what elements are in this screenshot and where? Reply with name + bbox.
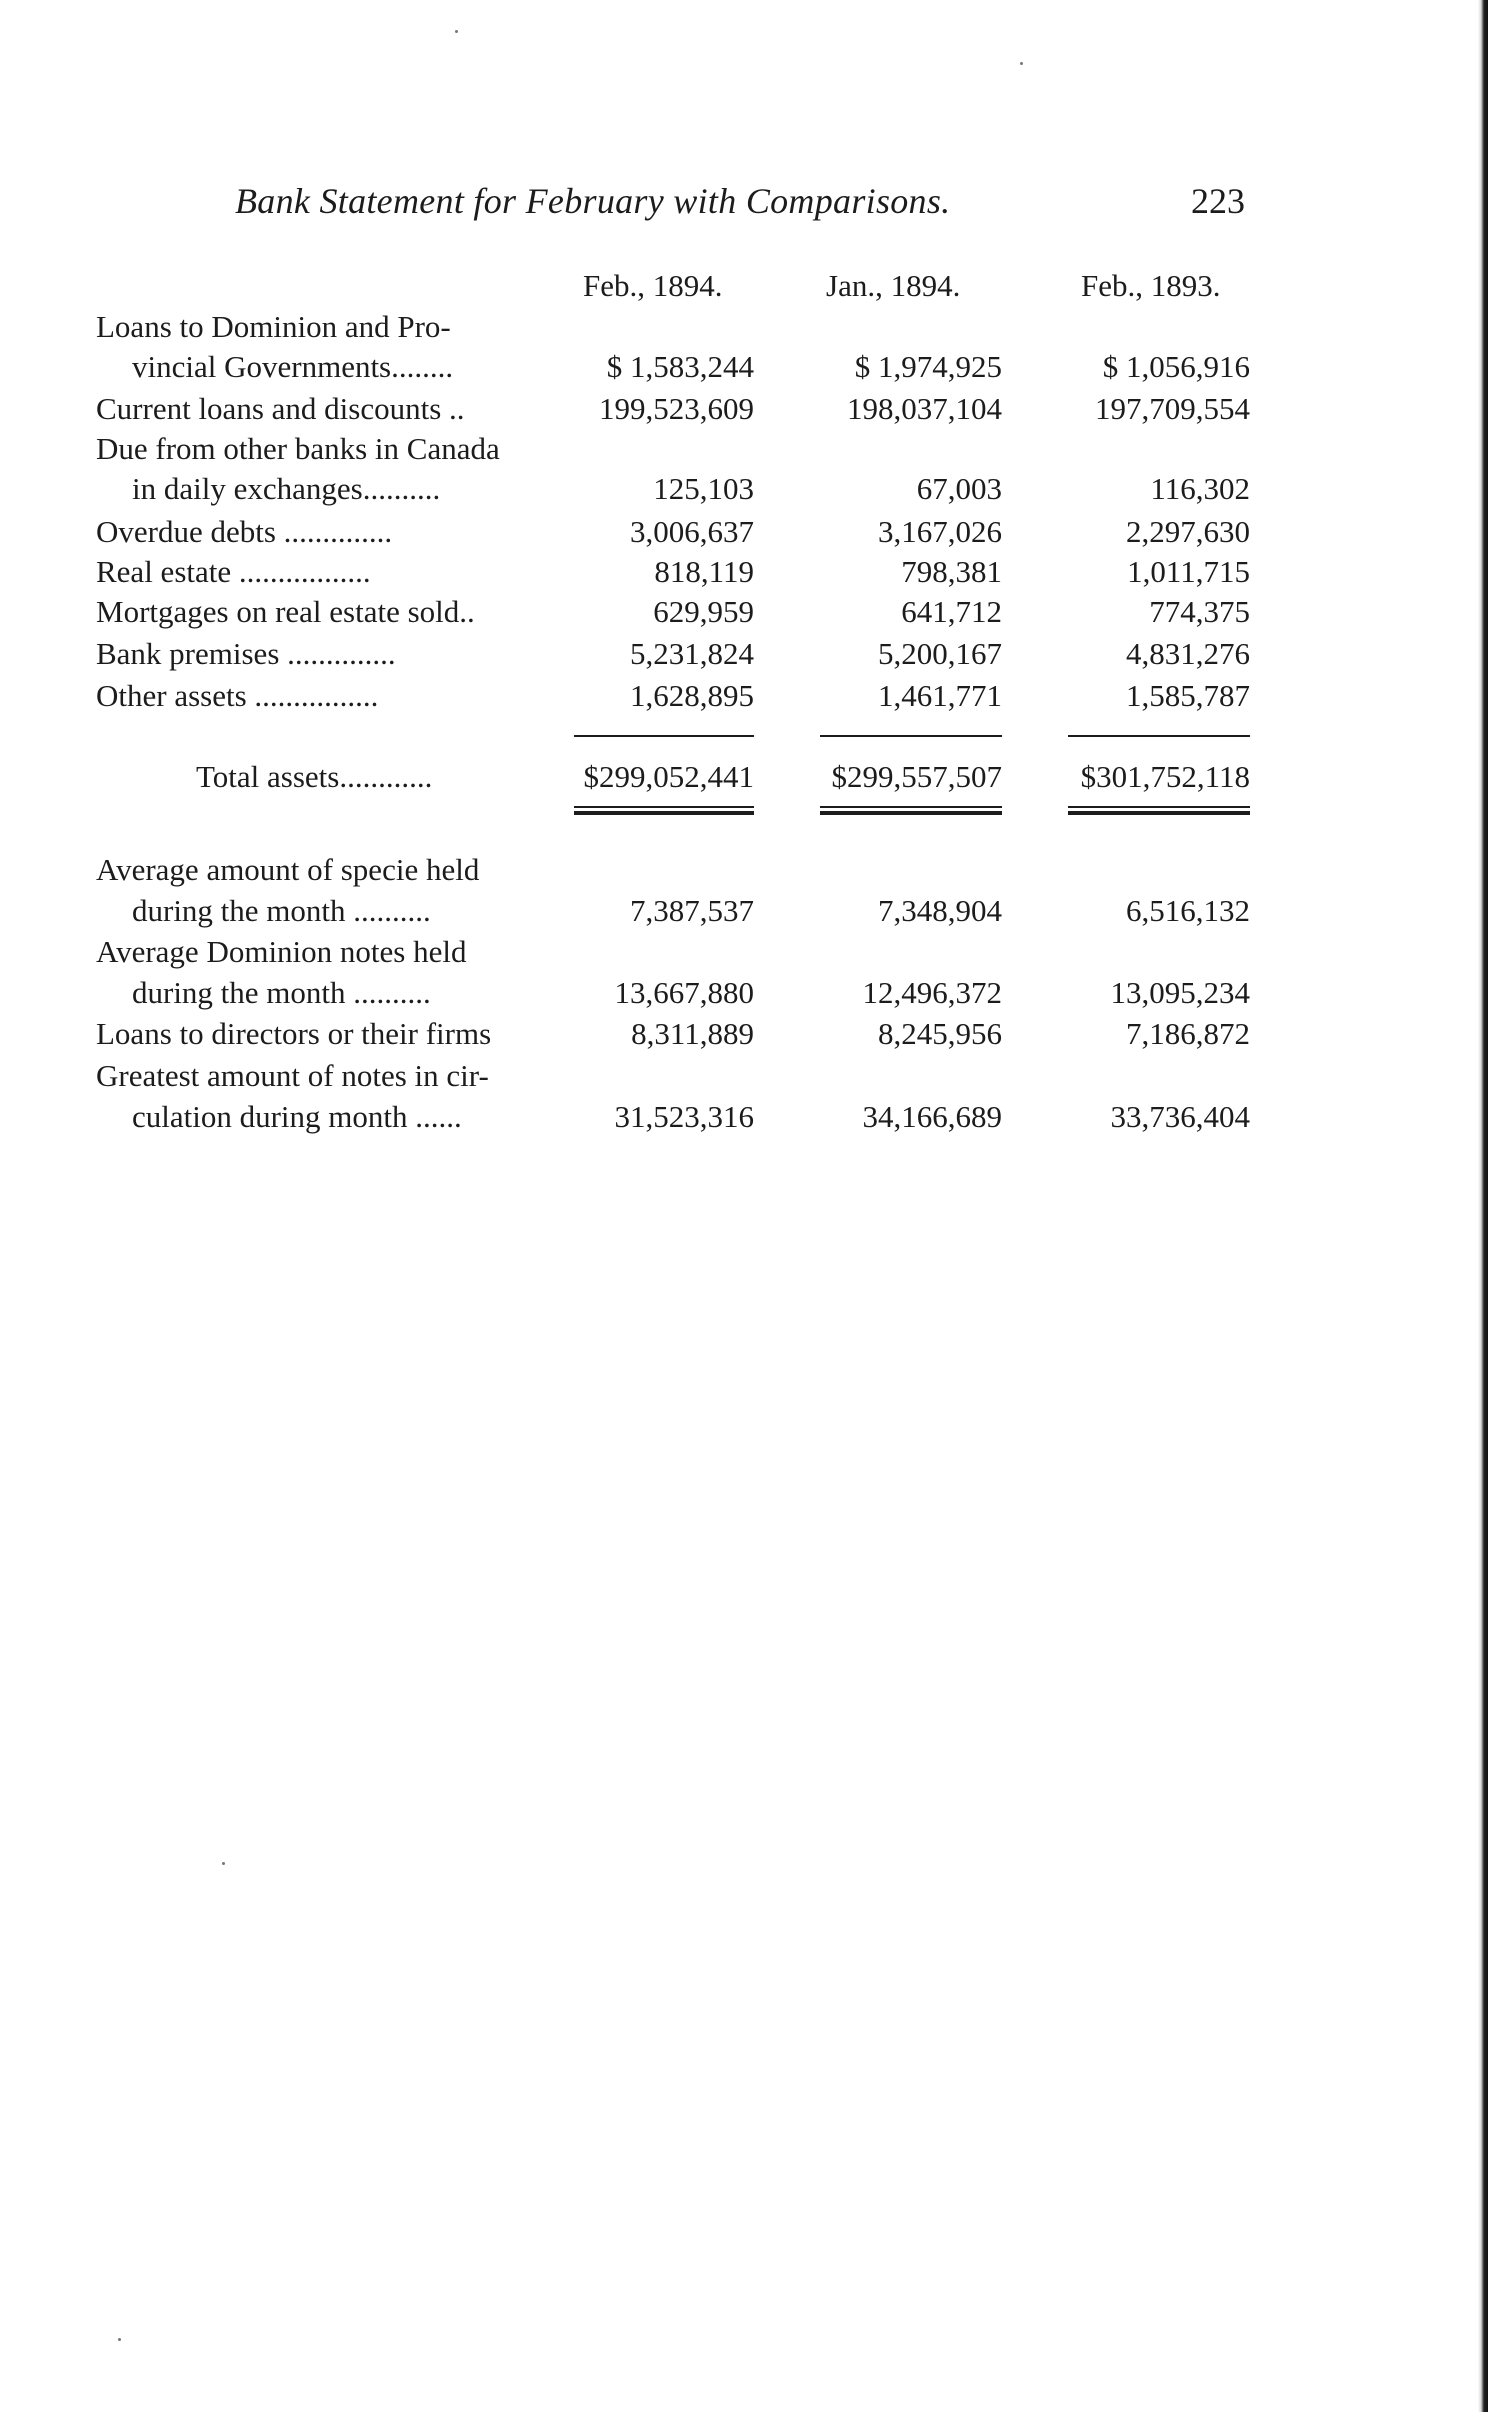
asset-row-label: Loans to Dominion and Pro- [96, 309, 451, 344]
rule-single [820, 735, 1002, 737]
asset-row-value: 1,585,787 [1126, 678, 1250, 713]
asset-row-value: 4,831,276 [1126, 636, 1250, 671]
asset-row-value: $ 1,974,925 [854, 349, 1002, 384]
average-row-label: during the month .......... [132, 975, 431, 1010]
running-title: Bank Statement for February with Comparisons. [235, 181, 951, 221]
average-row-label: Greatest amount of notes in cir- [96, 1058, 489, 1093]
asset-row-value: 5,231,824 [630, 636, 754, 671]
asset-row-label: vincial Governments........ [132, 349, 454, 384]
asset-row-value: 125,103 [653, 471, 754, 506]
speck [1020, 62, 1023, 65]
rule-single [574, 735, 754, 737]
total-assets-value: $299,052,441 [583, 759, 754, 794]
speck [222, 1862, 225, 1865]
asset-row-label: Other assets ................ [96, 678, 379, 713]
asset-row-value: 197,709,554 [1095, 391, 1250, 426]
page-number: 223 [1191, 181, 1245, 221]
asset-row-value: 116,302 [1150, 471, 1250, 506]
total-assets-value: $301,752,118 [1080, 759, 1250, 794]
rule-double-top [574, 806, 754, 808]
running-head [235, 180, 1255, 230]
column-header-feb-1893: Feb., 1893. [1081, 268, 1221, 303]
average-row-value: 6,516,132 [1126, 893, 1250, 928]
asset-row-label: Due from other banks in Canada [96, 431, 500, 466]
asset-row-value: 1,011,715 [1127, 554, 1250, 589]
asset-row-value: 1,461,771 [878, 678, 1002, 713]
asset-row-value: 818,119 [654, 554, 754, 589]
asset-row-value: 641,712 [901, 594, 1002, 629]
average-row-label: during the month .......... [132, 893, 431, 928]
asset-row-label: in daily exchanges.......... [132, 471, 441, 506]
asset-row-value: $ 1,056,916 [1102, 349, 1250, 384]
rule-double-bottom [574, 811, 754, 815]
average-row-value: 12,496,372 [862, 975, 1002, 1010]
average-row-label: Loans to directors or their firms [96, 1016, 492, 1051]
average-row-value: 13,095,234 [1110, 975, 1250, 1010]
asset-row-value: 798,381 [901, 554, 1002, 589]
average-row-value: 8,245,956 [878, 1016, 1002, 1051]
average-row-value: 7,387,537 [630, 893, 754, 928]
average-row-value: 31,523,316 [614, 1099, 754, 1134]
asset-row-label: Real estate ................. [96, 554, 371, 589]
asset-row-value: 629,959 [653, 594, 754, 629]
rule-double-top [820, 806, 1002, 808]
rule-double-bottom [1068, 811, 1250, 815]
speck [455, 30, 458, 33]
rule-double-bottom [820, 811, 1002, 815]
average-row-label: Average Dominion notes held [96, 934, 467, 969]
average-row-label: Average amount of specie held [96, 852, 480, 887]
asset-row-value: 3,006,637 [630, 514, 754, 549]
asset-row-value: 67,003 [916, 471, 1002, 506]
asset-row-label: Current loans and discounts .. [96, 391, 465, 426]
asset-row-value: 199,523,609 [599, 391, 754, 426]
column-header-jan-1894: Jan., 1894. [826, 268, 961, 303]
average-row-value: 13,667,880 [614, 975, 754, 1010]
total-assets-value: $299,557,507 [831, 759, 1002, 794]
speck [118, 2338, 121, 2341]
average-row-value: 8,311,889 [631, 1016, 754, 1051]
total-assets-label: Total assets............ [196, 759, 433, 794]
asset-row-value: $ 1,583,244 [606, 349, 754, 384]
asset-row-value: 1,628,895 [630, 678, 754, 713]
asset-row-label: Overdue debts .............. [96, 514, 393, 549]
average-row-value: 7,186,872 [1126, 1016, 1250, 1051]
asset-row-label: Mortgages on real estate sold.. [96, 594, 475, 629]
asset-row-value: 198,037,104 [847, 391, 1002, 426]
rule-double-top [1068, 806, 1250, 808]
average-row-value: 33,736,404 [1110, 1099, 1250, 1134]
average-row-label: culation during month ...... [132, 1099, 462, 1134]
asset-row-value: 5,200,167 [878, 636, 1002, 671]
average-row-value: 7,348,904 [878, 893, 1002, 928]
asset-row-label: Bank premises .............. [96, 636, 396, 671]
asset-row-value: 774,375 [1149, 594, 1250, 629]
average-row-value: 34,166,689 [862, 1099, 1002, 1134]
rule-single [1068, 735, 1250, 737]
asset-row-value: 2,297,630 [1126, 514, 1250, 549]
asset-row-value: 3,167,026 [878, 514, 1002, 549]
column-header-feb-1894: Feb., 1894. [583, 268, 723, 303]
scan-edge [1478, 0, 1488, 2412]
